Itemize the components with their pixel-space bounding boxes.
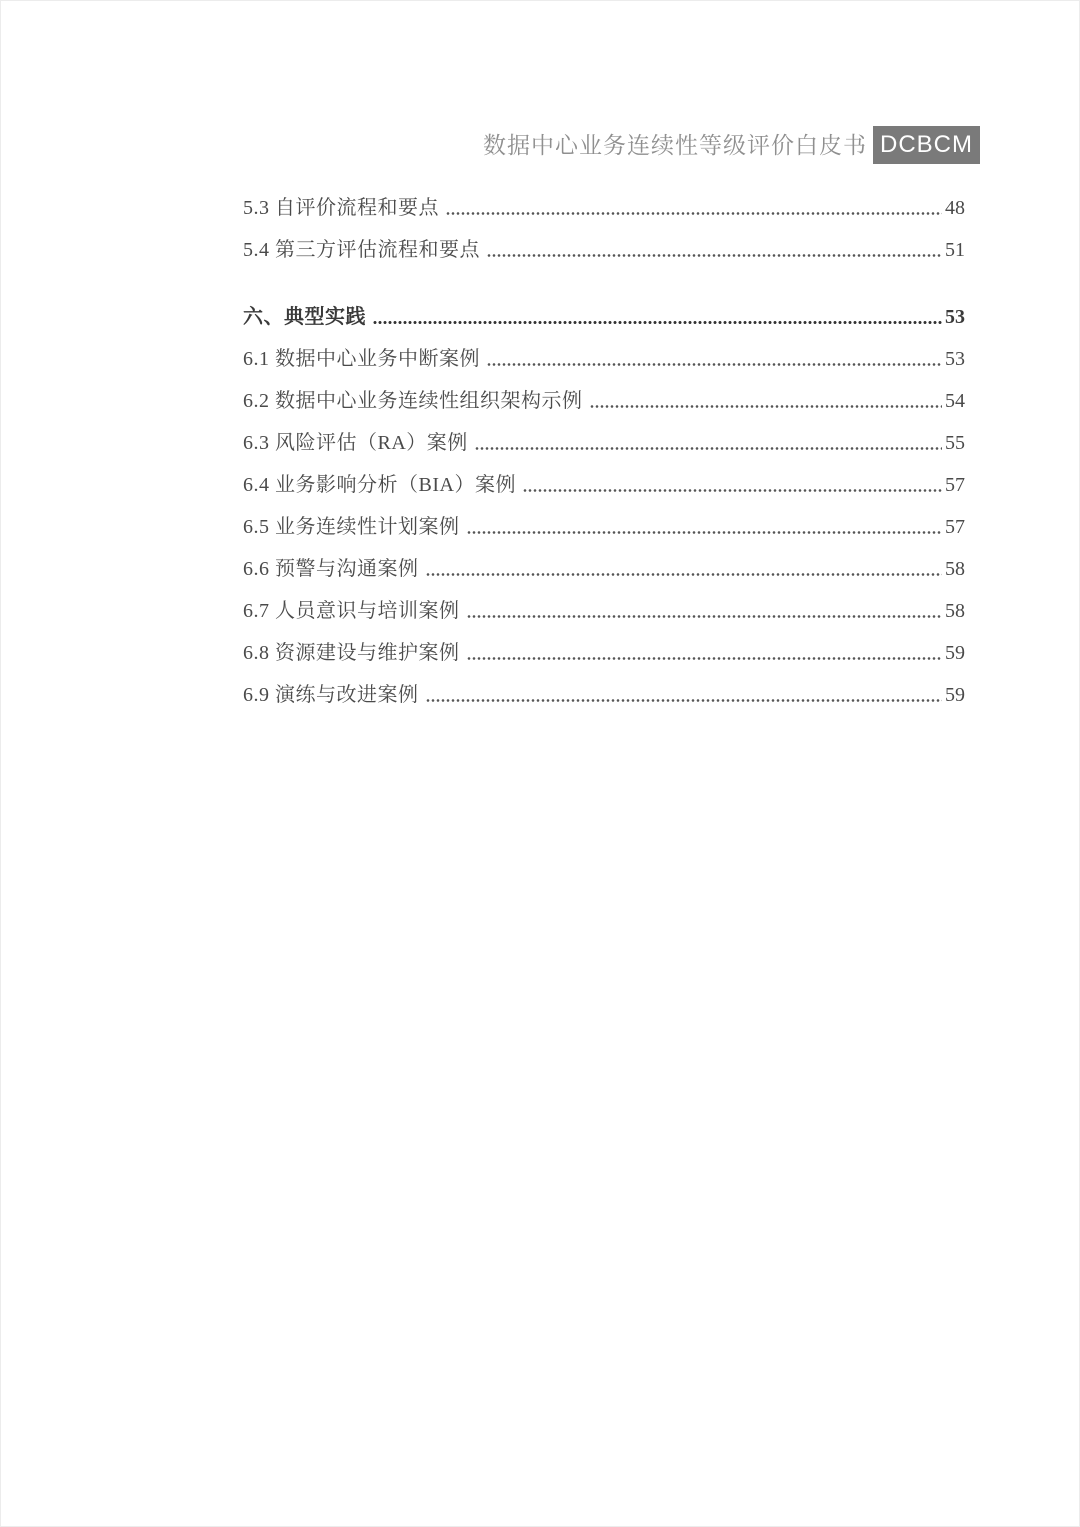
dot-leader bbox=[523, 488, 942, 493]
toc-entry-page: 55 bbox=[945, 432, 965, 454]
dot-leader bbox=[446, 211, 942, 216]
dot-leader bbox=[467, 530, 943, 535]
toc-entry-page: 58 bbox=[945, 558, 965, 580]
toc-entry bbox=[243, 390, 965, 412]
toc-entry bbox=[243, 239, 965, 261]
toc-entry-page: 57 bbox=[945, 516, 965, 538]
dot-leader bbox=[487, 362, 942, 367]
dot-leader bbox=[487, 253, 942, 258]
toc-entry-page: 53 bbox=[945, 306, 965, 328]
dcbcm-badge: DCBCM bbox=[873, 126, 980, 164]
toc-entry bbox=[243, 348, 965, 370]
toc-entry-page: 58 bbox=[945, 600, 965, 622]
toc-entry-label: 6.9 演练与改进案例 bbox=[243, 684, 419, 706]
toc-entry bbox=[243, 306, 965, 328]
toc-entry bbox=[243, 684, 965, 706]
toc-entry-label: 6.8 资源建设与维护案例 bbox=[243, 642, 460, 664]
dot-leader bbox=[475, 446, 942, 451]
dot-leader bbox=[373, 320, 942, 325]
toc-entry bbox=[243, 558, 965, 580]
toc-entry-page: 59 bbox=[945, 642, 965, 664]
toc-entry-page: 53 bbox=[945, 348, 965, 370]
toc-entry bbox=[243, 432, 965, 454]
toc-entry-label: 6.3 风险评估（RA）案例 bbox=[243, 432, 468, 454]
toc-entry bbox=[243, 600, 965, 622]
toc-entry-page: 57 bbox=[945, 474, 965, 496]
table-of-contents bbox=[243, 197, 965, 726]
dot-leader bbox=[590, 404, 943, 409]
toc-entry-label: 5.3 自评价流程和要点 bbox=[243, 197, 439, 219]
toc-entry-label: 5.4 第三方评估流程和要点 bbox=[243, 239, 480, 261]
toc-entry bbox=[243, 642, 965, 664]
toc-entry bbox=[243, 197, 965, 219]
toc-entry-page: 48 bbox=[945, 197, 965, 219]
dot-leader bbox=[467, 614, 943, 619]
page-header bbox=[483, 126, 980, 164]
toc-entry-label: 6.6 预警与沟通案例 bbox=[243, 558, 419, 580]
toc-entry bbox=[243, 474, 965, 496]
toc-entry-label: 六、典型实践 bbox=[243, 306, 366, 328]
dot-leader bbox=[426, 572, 943, 577]
dot-leader bbox=[467, 656, 943, 661]
toc-entry-page: 59 bbox=[945, 684, 965, 706]
toc-entry-label: 6.1 数据中心业务中断案例 bbox=[243, 348, 480, 370]
toc-entry-page: 54 bbox=[945, 390, 965, 412]
dot-leader bbox=[426, 698, 943, 703]
header-title: 数据中心业务连续性等级评价白皮书 bbox=[483, 132, 867, 158]
toc-entry-label: 6.4 业务影响分析（BIA）案例 bbox=[243, 474, 516, 496]
toc-entry-page: 51 bbox=[945, 239, 965, 261]
toc-entry-label: 6.2 数据中心业务连续性组织架构示例 bbox=[243, 390, 583, 412]
toc-entry bbox=[243, 516, 965, 538]
toc-entry-label: 6.7 人员意识与培训案例 bbox=[243, 600, 460, 622]
toc-entry-label: 6.5 业务连续性计划案例 bbox=[243, 516, 460, 538]
